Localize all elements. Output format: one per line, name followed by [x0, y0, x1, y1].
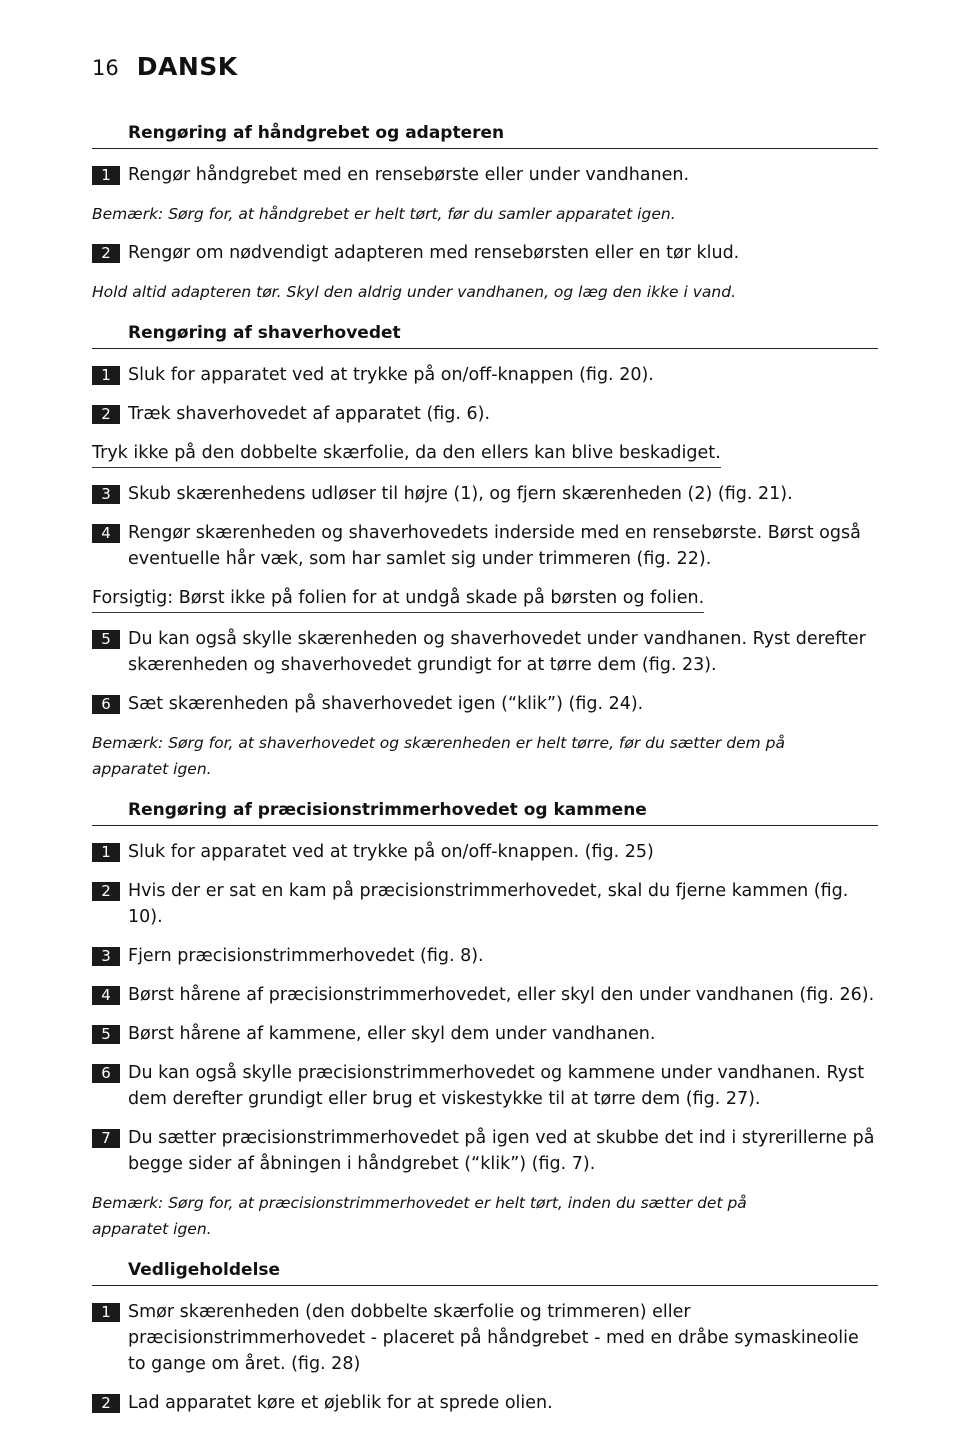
step-text: Sluk for apparatet ved at trykke på on/off-knappen (fig. 20). — [128, 365, 654, 385]
section-heading: Vedligeholdelse — [92, 1259, 878, 1286]
warning-block — [92, 585, 878, 613]
instruction-step — [92, 1390, 878, 1416]
step-number-badge: 3 — [92, 947, 120, 966]
step-text: Du kan også skylle præcisionstrimmerhovedet og kammene under vandhanen. Ryst dem derefter grundigt eller brug et viskestykke til at tørre dem (fig. 27). — [128, 1063, 865, 1109]
step-text: Træk shaverhovedet af apparatet (fig. 6). — [128, 404, 491, 424]
instruction-step — [92, 362, 878, 388]
step-text: Rengør skærenheden og shaverhovedets inderside med en rensebørste. Børst også eventuelle hår væk, som har samlet sig under trimmeren (fig. 22). — [128, 523, 861, 569]
step-text: Du sætter præcisionstrimmerhovedet på igen ved at skubbe det ind i styrerillerne på begge sider af åbningen i håndgrebet (“klik”) (fig. 7). — [128, 1128, 875, 1174]
step-number-badge: 5 — [92, 630, 120, 649]
step-text: Sæt skærenheden på shaverhovedet igen (“klik”) (fig. 24). — [128, 694, 644, 714]
note-text: Bemærk: Sørg for, at shaverhovedet og skærenheden er helt tørre, før du sætter dem på apparatet igen. — [92, 734, 785, 778]
warning-block — [92, 440, 878, 468]
instruction-step — [92, 943, 878, 969]
instruction-step — [92, 401, 878, 427]
step-number-badge: 2 — [92, 882, 120, 901]
section-heading: Rengøring af håndgrebet og adapteren — [92, 122, 878, 149]
step-text: Smør skærenheden (den dobbelte skærfolie og trimmeren) eller præcisionstrimmerhovedet - placeret på håndgrebet - med en dråbe symaskineolie to gange om året. (fig. 28) — [128, 1302, 859, 1374]
page-header — [92, 52, 238, 81]
instruction-step — [92, 162, 878, 188]
step-text: Sluk for apparatet ved at trykke på on/off-knappen. (fig. 25) — [128, 842, 654, 862]
step-text: Børst hårene af præcisionstrimmerhovedet, eller skyl den under vandhanen (fig. 26). — [128, 985, 875, 1005]
step-number-badge: 1 — [92, 166, 120, 185]
instruction-step — [92, 1021, 878, 1047]
step-text: Skub skærenhedens udløser til højre (1), og fjern skærenheden (2) (fig. 21). — [128, 484, 793, 504]
instruction-step — [92, 481, 878, 507]
instruction-step — [92, 839, 878, 865]
note-text: Bemærk: Sørg for, at håndgrebet er helt tørt, før du samler apparatet igen. — [92, 205, 676, 223]
instruction-step — [92, 982, 878, 1008]
instruction-step — [92, 240, 878, 266]
step-number-badge: 2 — [92, 244, 120, 263]
note-text: Bemærk: Sørg for, at præcisionstrimmerhovedet er helt tørt, inden du sætter det på apparatet igen. — [92, 1194, 747, 1238]
step-number-badge: 2 — [92, 1394, 120, 1413]
instruction-step — [92, 691, 878, 717]
warning-text: Forsigtig: Børst ikke på folien for at undgå skade på børsten og folien. — [92, 585, 704, 613]
section-heading: Rengøring af præcisionstrimmerhovedet og kammene — [92, 799, 878, 826]
step-number-badge: 1 — [92, 366, 120, 385]
step-text: Fjern præcisionstrimmerhovedet (fig. 8). — [128, 946, 484, 966]
step-text: Rengør om nødvendigt adapteren med rensebørsten eller en tør klud. — [128, 243, 740, 263]
step-number-badge: 5 — [92, 1025, 120, 1044]
step-number-badge: 7 — [92, 1129, 120, 1148]
step-number-badge: 6 — [92, 1064, 120, 1083]
instruction-step — [92, 520, 878, 572]
manual-content — [92, 120, 878, 1429]
step-text: Lad apparatet køre et øjeblik for at sprede olien. — [128, 1393, 553, 1413]
warning-text: Tryk ikke på den dobbelte skærfolie, da den ellers kan blive beskadiget. — [92, 440, 721, 468]
instruction-step — [92, 878, 878, 930]
instruction-step — [92, 1060, 878, 1112]
note-text: Hold altid adapteren tør. Skyl den aldrig under vandhanen, og læg den ikke i vand. — [92, 283, 737, 301]
step-text: Hvis der er sat en kam på præcisionstrimmerhovedet, skal du fjerne kammen (fig. 10). — [128, 881, 849, 927]
page-number: 16 — [92, 56, 119, 80]
instruction-step — [92, 1125, 878, 1177]
step-number-badge: 1 — [92, 843, 120, 862]
step-text: Rengør håndgrebet med en rensebørste eller under vandhanen. — [128, 165, 690, 185]
step-number-badge: 1 — [92, 1303, 120, 1322]
step-text: Du kan også skylle skærenheden og shaverhovedet under vandhanen. Ryst derefter skærenheden og shaverhovedet grundigt for at tørre dem (fig. 23). — [128, 629, 866, 675]
step-number-badge: 4 — [92, 524, 120, 543]
instruction-step — [92, 1299, 878, 1377]
step-number-badge: 2 — [92, 405, 120, 424]
step-number-badge: 6 — [92, 695, 120, 714]
step-number-badge: 3 — [92, 485, 120, 504]
step-number-badge: 4 — [92, 986, 120, 1005]
page-language-title: DANSK — [136, 52, 238, 81]
section-heading: Rengøring af shaverhovedet — [92, 322, 878, 349]
instruction-step — [92, 626, 878, 678]
step-text: Børst hårene af kammene, eller skyl dem under vandhanen. — [128, 1024, 656, 1044]
